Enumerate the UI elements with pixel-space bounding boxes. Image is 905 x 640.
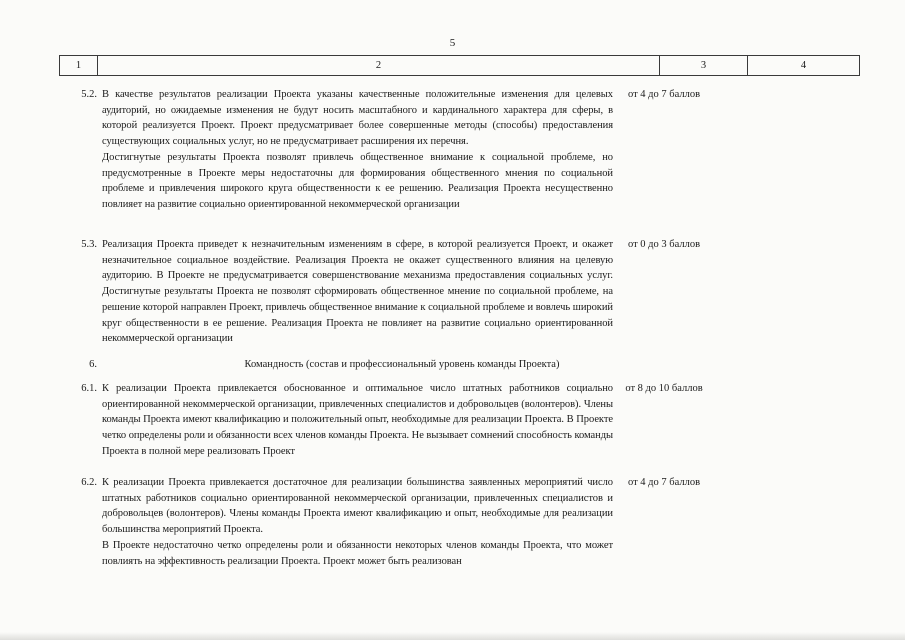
criterion-description: В качестве результатов реализации Проекта указаны качественные положительные изменения для целевых аудиторий, но ожидаемые изменения не будут носить масштабного и кардинального характера для сферы, в которой реализуется Проект. Проект предусматривает более совершенные методы (способы) предоставления существующих социальных услуг, но не предусматривает расширения их перечня. Достигнутые результаты Проекта позволят привлечь общественное внимание к социальной проблеме, но предусмотренные в Проекте меры недостаточны для формирования общественного мнения по социальной проблеме и привлечения широкого круга общественности к ее решению. Реализация Проекта несущественно повлияет на развитие социально ориентированной некоммерческой организации — [102, 89, 613, 210]
criterion-description: Реализация Проекта приведет к незначительным изменениям в сфере, в которой реализуется Проект, и окажет незначительное социальное воздействие. Реализация Проекта не окажет существенного влияния на целевую аудиторию. В Проекте не предусматривается совершенствование механизма предоставления социальных услуг. Достигнутые результаты Проекта не позволят сформировать общественное мнение по социальной проблеме, на решение которой направлен Проект, привлечь общественное внимание к социальной проблеме и вовлечь широкий круг общественности в ее решение. Реализация Проекта не повлияет на развитие социально ориентированной некоммерческой организации — [102, 239, 613, 345]
scan-bottom-edge — [0, 632, 905, 640]
column-header-row — [59, 55, 860, 76]
criterion-number: 6.2. — [81, 477, 97, 488]
criterion-score: от 8 до 10 баллов — [625, 383, 703, 394]
column-header-3: 3 — [660, 56, 748, 75]
criterion-description: К реализации Проекта привлекается достаточное для реализации большинства заявленных мероприятий число штатных работников социально ориентированной некоммерческой организации, привлеченных специалистов и добровольцев (волонтеров). Члены команды Проекта имеют квалификацию и опыт, необходимые для реализации большинства мероприятий Проекта. В Проекте недостаточно четко определены роли и обязанности некоторых членов команды Проекта, что может повлиять на эффективность реализации Проекта. Проект может быть реализован — [102, 477, 613, 567]
column-header-1: 1 — [60, 56, 98, 75]
section-title: Командность (состав и профессиональный уровень команды Проекта) — [244, 359, 560, 370]
criterion-number: 6.1. — [81, 383, 97, 394]
page-number: 5 — [449, 37, 456, 49]
criterion-score: от 0 до 3 баллов — [627, 239, 701, 250]
section-number: 6. — [89, 359, 97, 370]
criterion-score: от 4 до 7 баллов — [627, 89, 701, 100]
criterion-score: от 4 до 7 баллов — [627, 477, 701, 488]
column-header-2: 2 — [98, 56, 660, 75]
criterion-number: 5.3. — [81, 239, 97, 250]
criterion-number: 5.2. — [81, 89, 97, 100]
column-header-4: 4 — [800, 60, 807, 71]
criterion-description: К реализации Проекта привлекается обоснованное и оптимальное число штатных работников социально ориентированной некоммерческой организации, привлеченных специалистов и добровольцев (волонтеров). Члены команды Проекта имеют квалификацию и положительный опыт, необходимые для реализации Проекта. В Проекте четко определены роли и обязанности всех членов команды Проекта. Не вызывает сомнений способность команды Проекта в полной мере реализовать Проект — [102, 383, 613, 457]
